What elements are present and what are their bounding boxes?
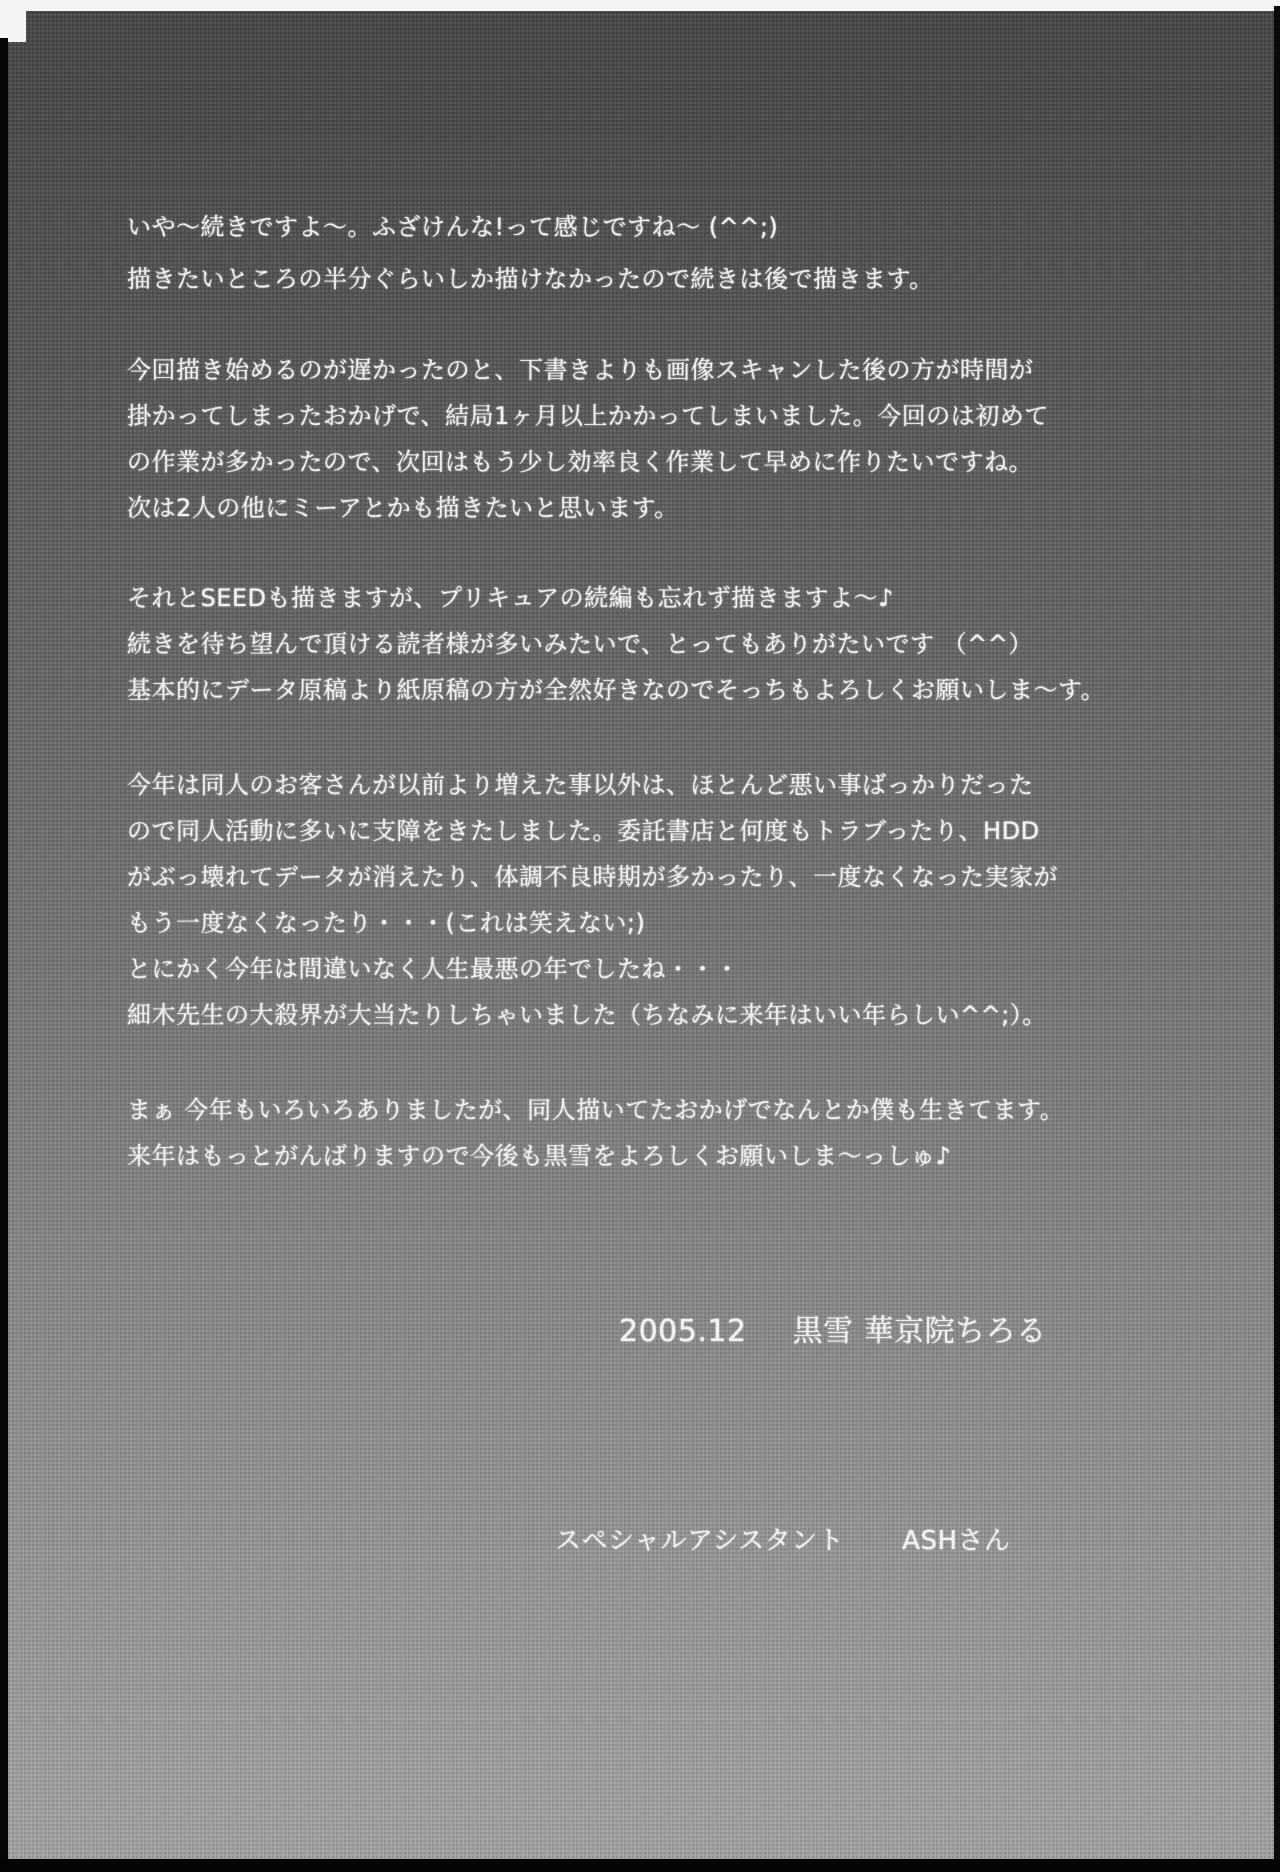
scan-border-right bbox=[1274, 6, 1280, 1872]
scan-top-left-margin bbox=[0, 0, 26, 42]
afterword-paragraph bbox=[127, 762, 1137, 1038]
text-line: 基本的にデータ原稿より紙原稿の方が全然好きなのでそっちもよろしくお願いしま〜す。 bbox=[127, 676, 1106, 704]
author-name: 黒雪 華京院ちろる bbox=[792, 1314, 1047, 1349]
text-line: それとSEEDも描きますが、プリキュアの続編も忘れず描きますよ〜♪ bbox=[127, 584, 894, 612]
afterword-paragraph bbox=[127, 575, 1137, 713]
text-line: 掛かってしまったおかげで、結局1ヶ月以上かかってしまいました。今回のは初めて bbox=[127, 402, 1049, 430]
text-line: まぁ 今年もいろいろありましたが、同人描いてたおかげでなんとか僕も生きてます。 bbox=[127, 1096, 1065, 1124]
text-line: 次は2人の他にミーアとかも描きたいと思います。 bbox=[127, 494, 679, 522]
afterword-paragraph bbox=[127, 347, 1137, 531]
afterword-text bbox=[127, 0, 1137, 1559]
text-line: 今年は同人のお客さんが以前より増えた事以外は、ほとんど悪い事ばっかりだった bbox=[127, 771, 1034, 799]
assistant-name: ASHさん bbox=[902, 1526, 1011, 1556]
text-line: 今回描き始めるのが遅かったのと、下書きよりも画像スキャンした後の方が時間が bbox=[127, 356, 1034, 384]
text-line: 続きを待ち望んで頂ける読者様が多いみたいで、とってもありがたいです （^^） bbox=[127, 630, 1033, 658]
scan-border-left bbox=[0, 38, 8, 1872]
text-line: もう一度なくなったり・・・(これは笑えない;) bbox=[127, 909, 646, 937]
text-line: 細木先生の大殺界が大当たりしちゃいました（ちなみに来年はいい年らしい^^;）。 bbox=[127, 1001, 1047, 1029]
signature bbox=[127, 1312, 1137, 1352]
assistant-role: スペシャルアシスタント bbox=[555, 1526, 845, 1556]
afterword-paragraph bbox=[127, 1087, 1137, 1179]
signature-date: 2005.12 bbox=[619, 1314, 747, 1349]
text-line: とにかく今年は間違いなく人生最悪の年でしたね・・・ bbox=[127, 955, 740, 983]
text-line: ので同人活動に多いに支障をきたしました。委託書店と何度もトラブったり、HDD bbox=[127, 817, 1040, 845]
afterword-paragraph bbox=[127, 201, 1137, 305]
text-line: いや〜続きですよ〜。ふざけんな!って感じですね〜 (^^;) bbox=[127, 213, 779, 241]
text-line: がぶっ壊れてデータが消えたり、体調不良時期が多かったり、一度なくなった実家が bbox=[127, 863, 1058, 891]
text-line: の作業が多かったので、次回はもう少し効率良く作業して早めに作りたいですね。 bbox=[127, 448, 1034, 476]
text-line: 来年はもっとがんばりますので今後も黒雪をよろしくお願いしま〜っしゅ♪ bbox=[127, 1142, 952, 1170]
assistant-credit bbox=[127, 1523, 1137, 1559]
scan-border-bottom bbox=[0, 1859, 1280, 1872]
text-line: 描きたいところの半分ぐらいしか描けなかったので続きは後で描きます。 bbox=[127, 265, 934, 293]
